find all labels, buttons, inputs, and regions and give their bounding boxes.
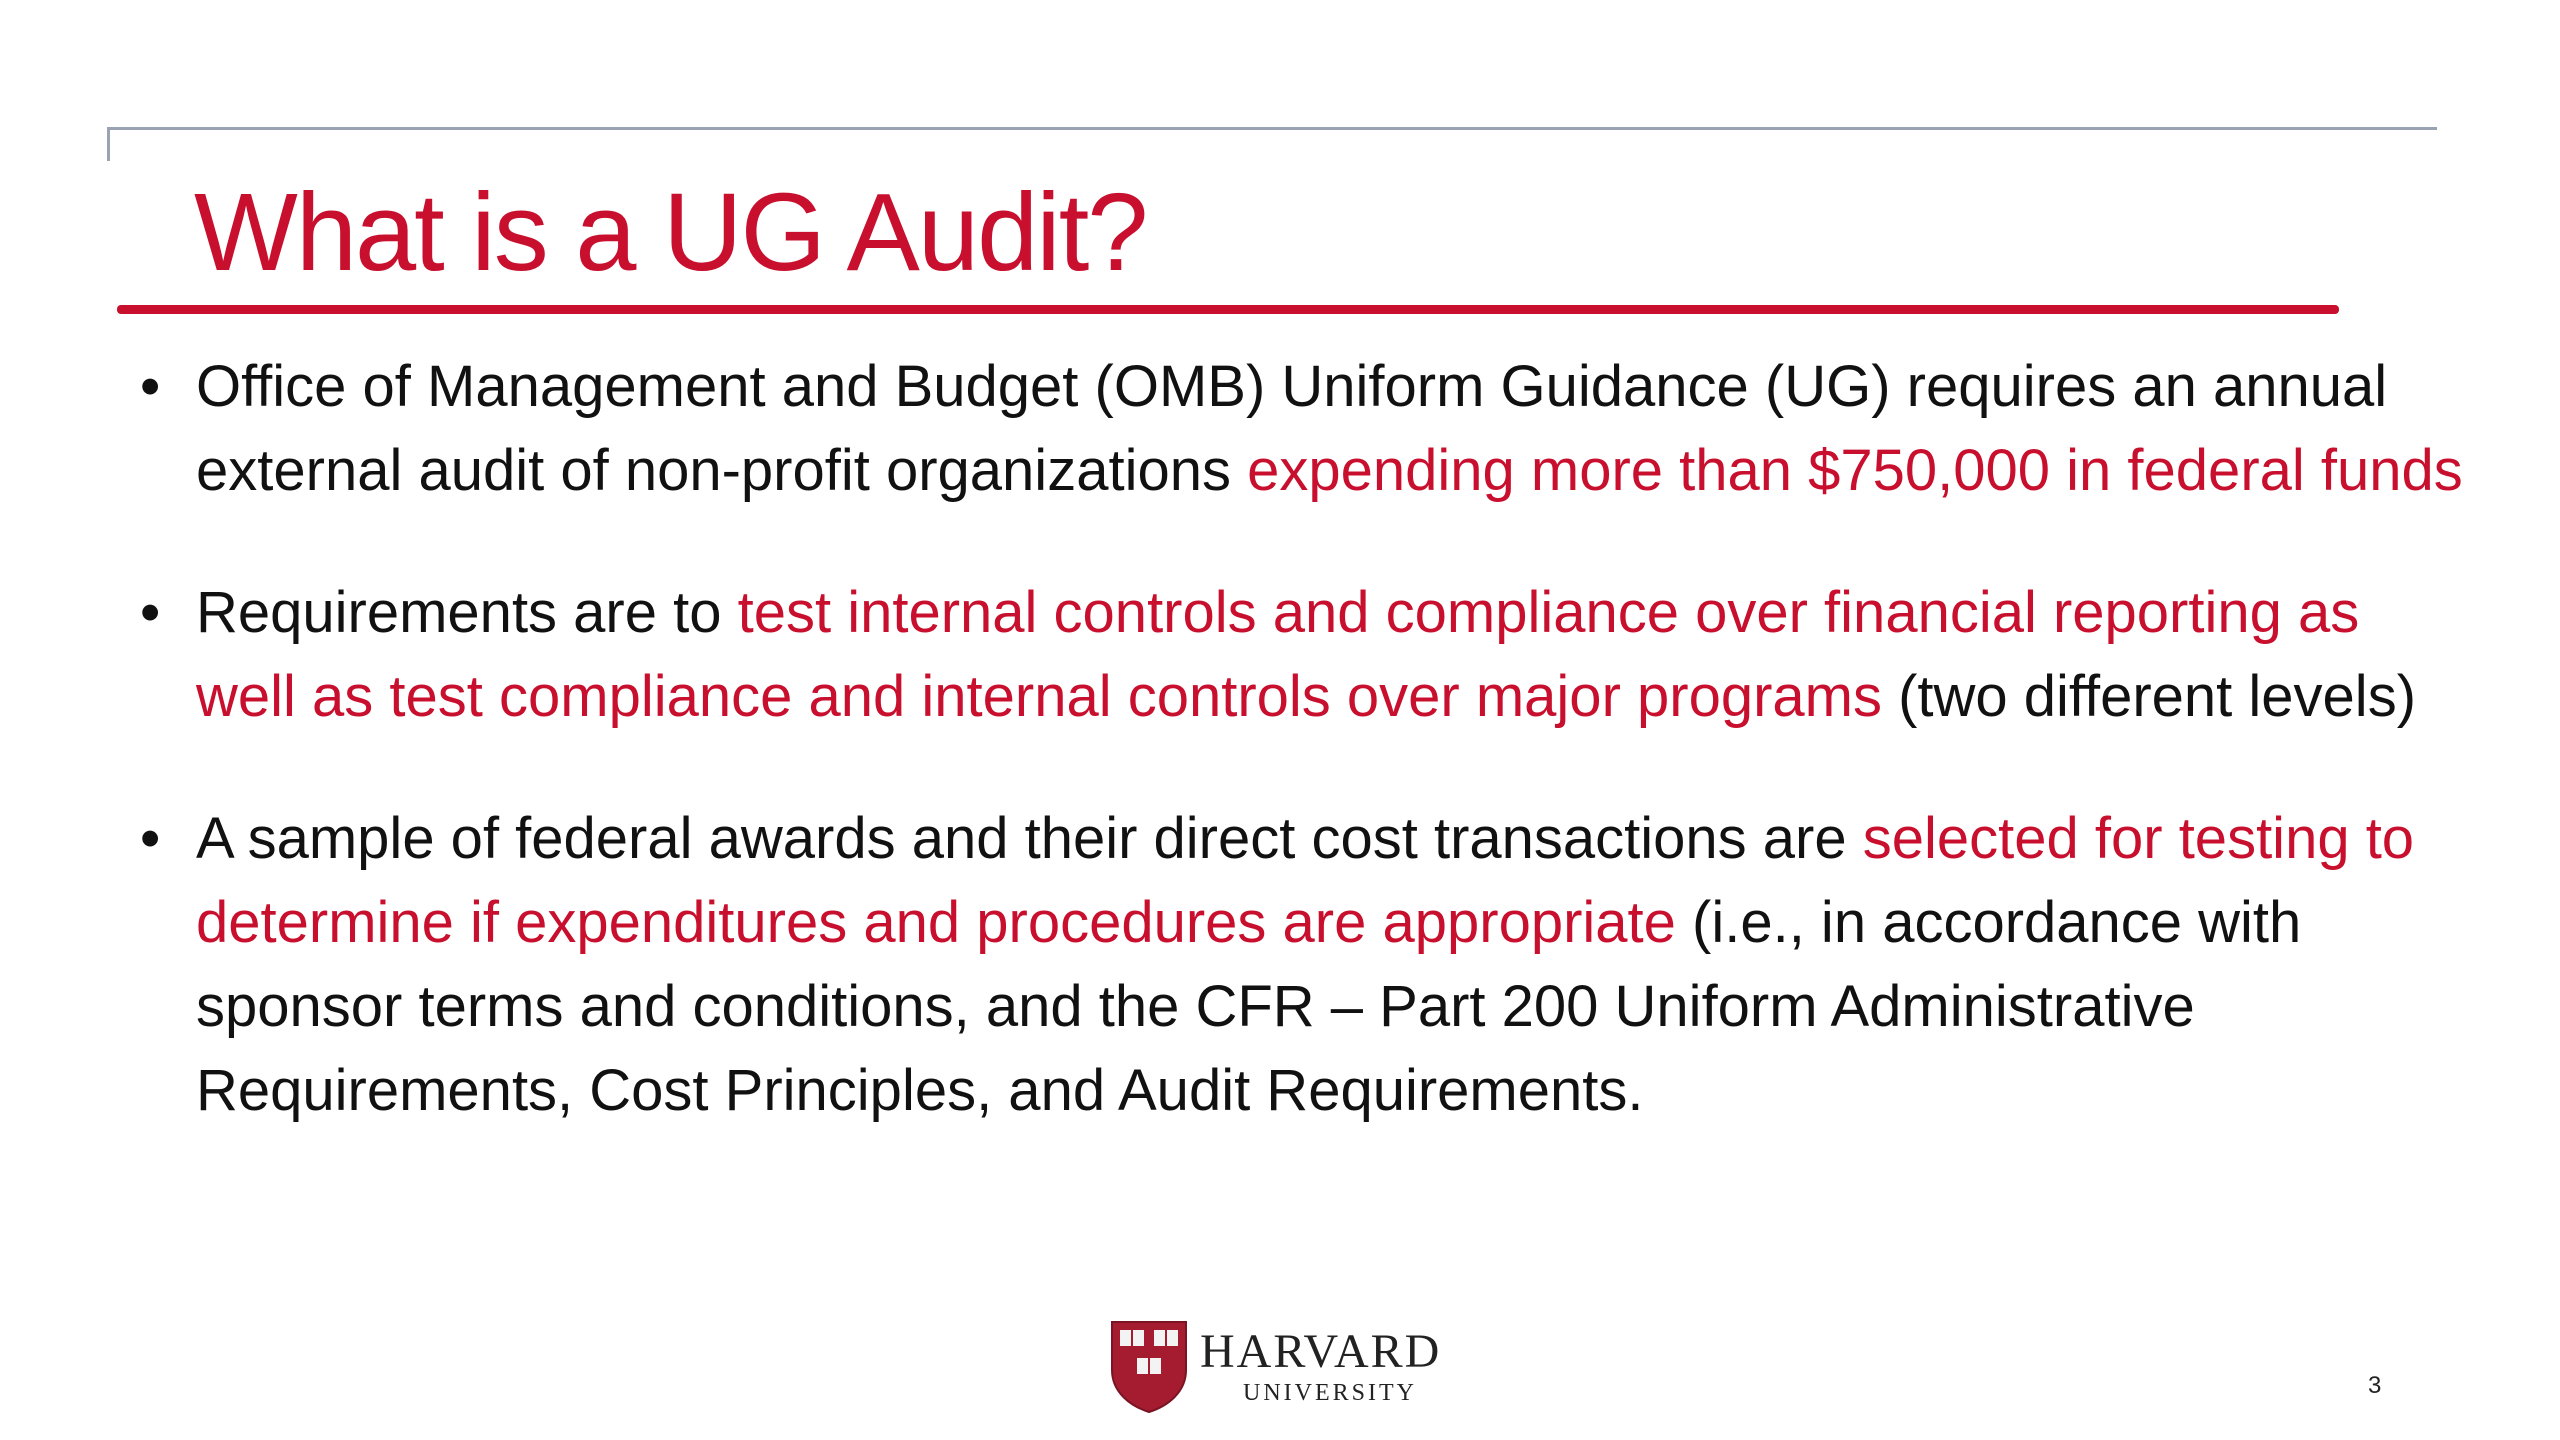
bullet-list [140,345,2470,1191]
logo-subtitle: UNIVERSITY [1243,1380,1417,1406]
bullet-marker: • [140,806,161,871]
bullet-item [140,345,2470,513]
page-number: 3 [2368,1372,2382,1399]
slide-frame-top-line [107,127,2437,130]
logo-wordmark: HARVARD [1200,1325,1442,1378]
bullet-marker: • [140,580,161,645]
bullet-highlight-text: selected for testing to determine if expenditures and procedures are appropriate [196,806,2415,955]
harvard-logo [1108,1318,1468,1418]
bullet-text: Office of Management and Budget (OMB) Uniform Guidance (UG) requires an annual external audit of non-profit organizations [196,354,2388,503]
bullet-text: Requirements are to [196,580,738,645]
bullet-text: (i.e., in accordance with sponsor terms and conditions, and the CFR – Part 200 Uniform Administrative Requirements, Cost Principles, and Audit Requirements. [196,890,2302,1123]
bullet-highlight-text: test internal controls and compliance over financial reporting as well as test compliance and internal controls over major programs [196,580,2360,729]
slide-title: What is a UG Audit? [194,171,1147,294]
bullet-marker: • [140,354,161,419]
bullet-text: (two different levels) [1881,664,2417,729]
title-underline [117,305,2339,314]
bullet-text: A sample of federal awards and their direct cost transactions are [196,806,1863,871]
bullet-highlight-text: expending more than $750,000 in federal funds [1247,438,2463,503]
bullet-item [140,797,2470,1133]
harvard-shield-icon [1108,1318,1190,1414]
slide-frame-left-line [107,127,110,161]
bullet-item [140,571,2470,739]
